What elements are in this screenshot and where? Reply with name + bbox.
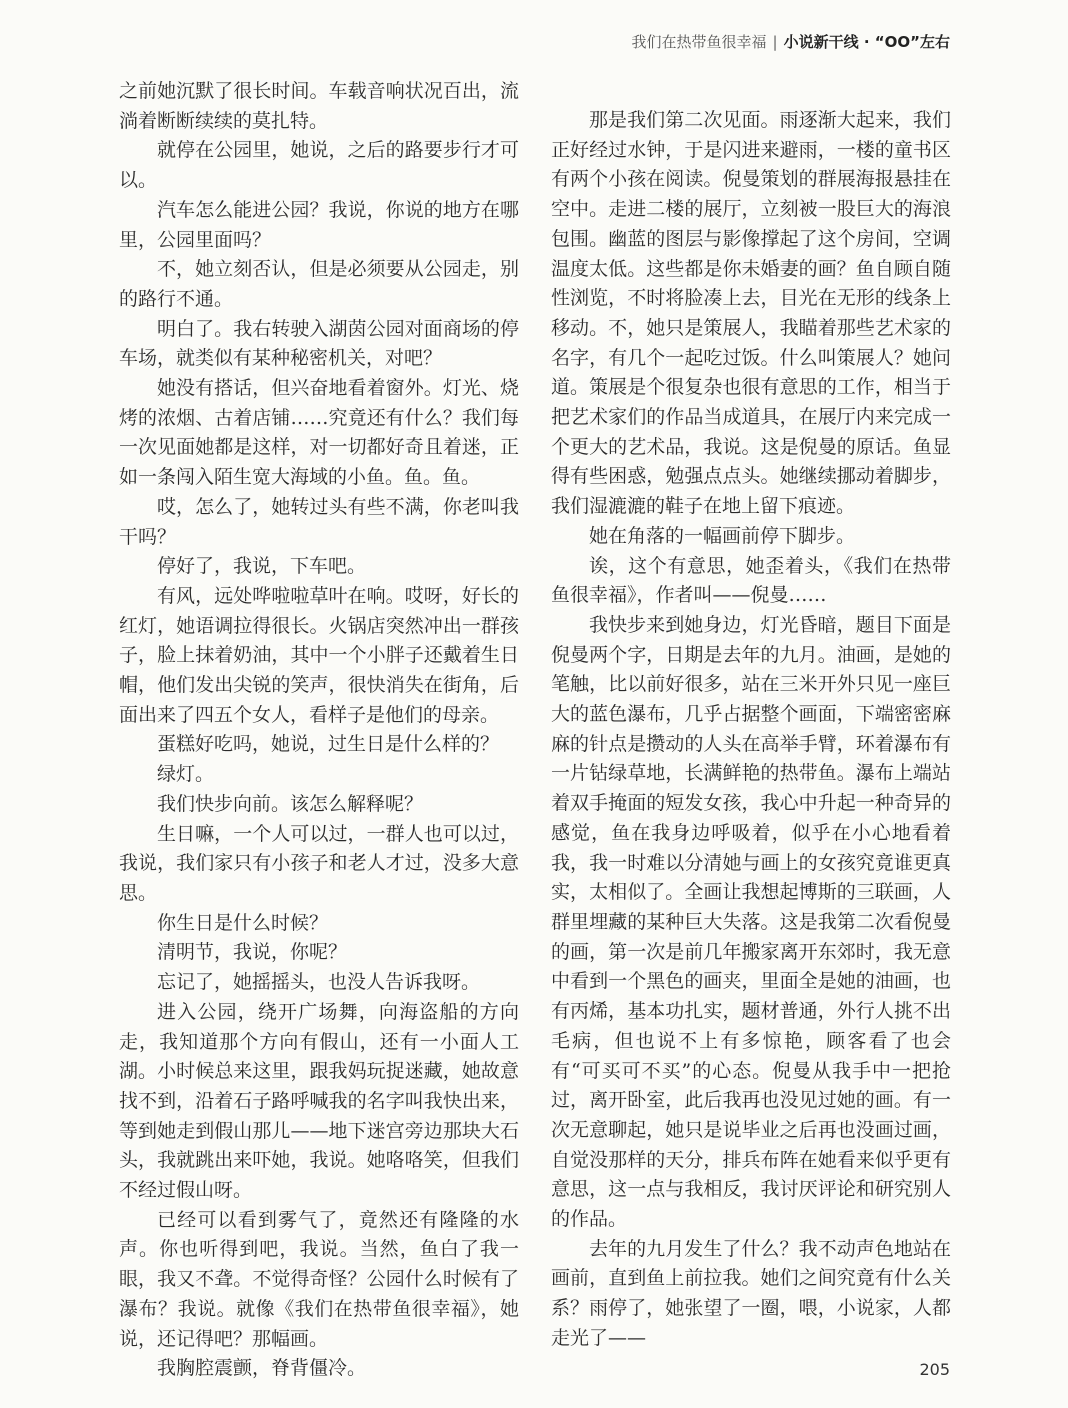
header-separator: | bbox=[772, 33, 778, 51]
paragraph: 诶，这个有意思，她歪着头，《我们在热带鱼很幸福》，作者叫——倪曼…… bbox=[551, 554, 951, 607]
paragraph: 忘记了，她摇摇头，也没人告诉我呀。 bbox=[157, 971, 481, 994]
paragraph: 汽车怎么能进公园？我说，你说的地方在哪里，公园里面吗？ bbox=[119, 198, 519, 251]
page-number: 205 bbox=[919, 1360, 950, 1379]
paragraph: 之前她沉默了很长时间。车载音响状况百出，流淌着断断续续的莫扎特。 bbox=[119, 80, 519, 132]
paragraph: 生日嘛，一个人可以过，一群人也可以过，我说，我们家只有小孩子和老人才过，没多大意思。 bbox=[119, 822, 519, 904]
paragraph: 去年的九月发生了什么？我不动声色地站在画前，直到鱼上前拉我。她们之间究竟有什么关系？雨停了，她张望了一圈，喂，小说家，人都走光了—— bbox=[551, 1237, 951, 1349]
paragraph: 停好了，我说，下车吧。 bbox=[157, 555, 367, 578]
paragraph: 已经可以看到雾气了，竟然还有隆隆的水声。你也听得到吧，我说。当然，鱼白了我一眼，我又不聋。不觉得奇怪？公园什么时候有了瀑布？我说。就像《我们在热带鱼很幸福》，她说，还记得吧？那幅画。 bbox=[119, 1208, 519, 1350]
header-author: “OO”左右 bbox=[874, 33, 950, 51]
paragraph: 绿灯。 bbox=[157, 763, 215, 786]
right-text-column bbox=[551, 106, 951, 1354]
paragraph: 你生日是什么时候？ bbox=[157, 911, 329, 934]
paragraph: 清明节，我说，你呢？ bbox=[157, 941, 348, 964]
paragraph: 有风，远处哗啦啦草叶在响。哎呀，好长的红灯，她语调拉得很长。火锅店突然冲出一群孩子，脸上抹着奶油，其中一个小胖子还戴着生日帽，他们发出尖锐的笑声，很快消失在街角，后面出来了四五个女人，看样子是他们的母亲。 bbox=[119, 584, 519, 726]
paragraph: 明白了。我右转驶入湖茵公园对面商场的停车场，就类似有某种秘密机关，对吧？ bbox=[119, 317, 519, 370]
paragraph: 蛋糕好吃吗，她说，过生日是什么样的？ bbox=[157, 733, 500, 756]
paragraph: 我们快步向前。该怎么解释呢？ bbox=[157, 792, 424, 815]
paragraph: 我胸腔震颤，脊背僵冷。 bbox=[157, 1357, 367, 1380]
header-column-name: 小说新干线 · bbox=[783, 33, 875, 51]
paragraph: 那是我们第二次见面。雨逐渐大起来，我们正好经过水钟，于是闪进来避雨，一楼的童书区有两个小孩在阅读。倪曼策划的群展海报悬挂在空中。走进二楼的展厅，立刻被一股巨大的海浪包围。幽蓝的图层与影像撑起了这个房间，空调温度太低。这些都是你未婚妻的画？鱼自顾自随性浏览，不时将脸凑上去，目光在无形的线条上移动。不，她只是策展人，我瞄着那些艺术家的名字，有几个一起吃过饭。什么叫策展人？她问道。策展是个很复杂也很有意思的工作，相当于把艺术家们的作品当成道具，在展厅内来完成一个更大的艺术品，我说。这是倪曼的原话。鱼显得有些困惑，勉强点点头。她继续挪动着脚步，我们湿漉漉的鞋子在地上留下痕迹。 bbox=[551, 109, 951, 518]
paragraph: 哎，怎么了，她转过头有些不满，你老叫我干吗？ bbox=[119, 495, 519, 548]
paragraph: 就停在公园里，她说，之后的路要步行才可以。 bbox=[119, 139, 519, 192]
header-story-title: 我们在热带鱼很幸福 bbox=[631, 33, 767, 51]
paragraph: 进入公园，绕开广场舞，向海盗船的方向走，我知道那个方向有假山，还有一小面人工湖。小时候总来这里，跟我妈玩捉迷藏，她故意找不到，沿着石子路呼喊我的名字叫我快出来，等到她走到假山那儿——地下迷宫旁边那块大石头，我就跳出来吓她，我说。她咯咯笑，但我们不经过假山呀。 bbox=[119, 1000, 519, 1202]
paragraph: 她没有搭话，但兴奋地看着窗外。灯光、烧烤的浓烟、古着店铺……究竟还有什么？我们每一次见面她都是这样，对一切都好奇且着迷，正如一条闯入陌生宽大海域的小鱼。鱼。鱼。 bbox=[119, 377, 519, 489]
running-header bbox=[632, 30, 950, 54]
paragraph: 她在角落的一幅画前停下脚步。 bbox=[589, 524, 856, 547]
paragraph: 我快步来到她身边，灯光昏暗，题目下面是倪曼两个字，日期是去年的九月。油画，是她的笔触，比以前好很多，站在三米开外只见一座巨大的蓝色瀑布，几乎占据整个画面，下端密密麻麻的针点是攒动的人头在高举手臂，环着瀑布有一片钻绿草地，长满鲜艳的热带鱼。瀑布上端站着双手掩面的短发女孩，我心中升起一种奇异的感觉，鱼在我身边呼吸着，似乎在小心地看着我，我一时难以分清她与画上的女孩究竟谁更真实，太相似了。全画让我想起博斯的三联画，人群里埋藏的某种巨大失落。这是我第二次看倪曼的画，第一次是前几年搬家离开东郊时，我无意中看到一个黑色的画夹，里面全是她的油画，也有丙烯，基本功扎实，题材普通，外行人挑不出毛病，但也说不上有多惊艳，顾客看了也会有“可买可不买”的心态。倪曼从我手中一把抢过，离开卧室，此后我再也没见过她的画。有一次无意聊起，她只是说毕业之后再也没画过画，自觉没那样的天分，排兵布阵在她看来似乎更有意思，这一点与我相反，我讨厌评论和研究别人的作品。 bbox=[551, 613, 951, 1231]
left-text-column bbox=[119, 77, 519, 1384]
paragraph: 不，她立刻否认，但是必须要从公园走，别的路行不通。 bbox=[119, 258, 519, 310]
